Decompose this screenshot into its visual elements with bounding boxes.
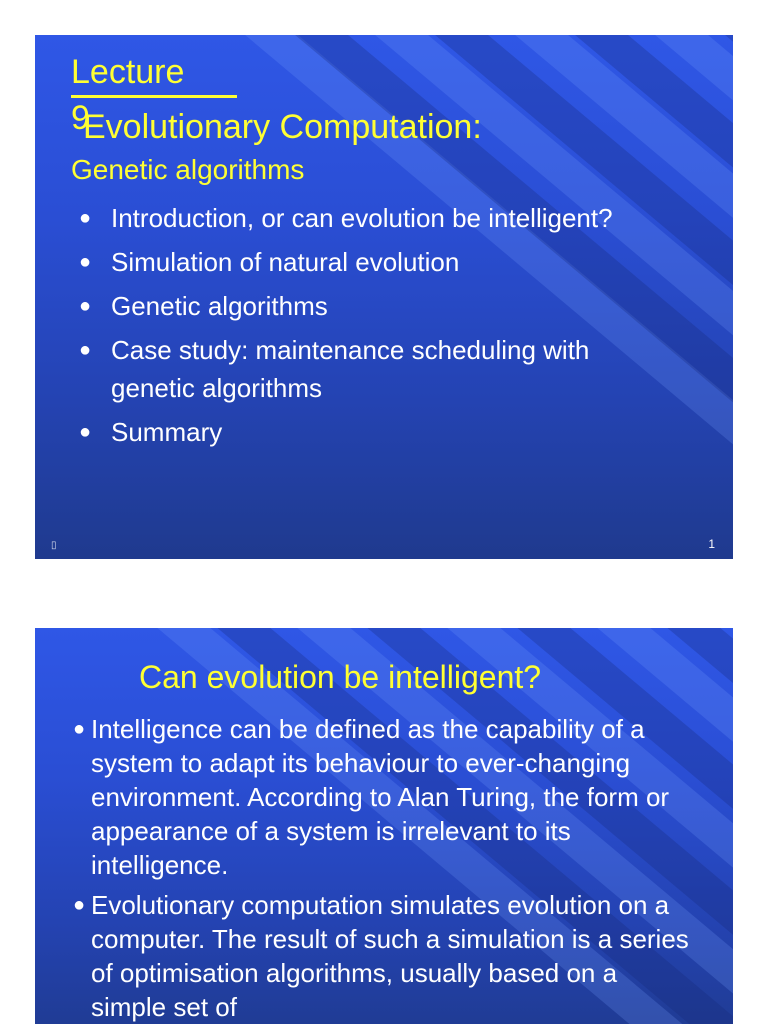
bullet-item bbox=[79, 331, 679, 407]
slide-title: Can evolution be intelligent? bbox=[139, 659, 542, 695]
bullet-icon: ● bbox=[79, 339, 92, 361]
bullet-text: Genetic algorithms bbox=[111, 291, 328, 321]
bullet-text: Case study: maintenance scheduling with genetic algorithms bbox=[111, 335, 590, 403]
bullet-icon: ● bbox=[79, 251, 92, 273]
slide-2 bbox=[35, 628, 733, 1024]
slide-subtitle: Genetic algorithms bbox=[71, 154, 305, 185]
bullet-item bbox=[79, 287, 679, 325]
bullet-icon: ● bbox=[73, 718, 86, 740]
bullet-item bbox=[73, 712, 693, 882]
bullet-icon: ● bbox=[73, 894, 86, 916]
page-number: 1 bbox=[708, 537, 715, 551]
bullet-text: Intelligence can be defined as the capability of a system to adapt its behaviour to ever-changing environment. According to Alan Turing, the form or appearance of a system is irrelevant to its intelligence. bbox=[91, 714, 670, 880]
bullet-icon: ● bbox=[79, 207, 92, 229]
bullet-list bbox=[73, 712, 693, 1024]
bullet-icon: ● bbox=[79, 295, 92, 317]
bullet-item bbox=[79, 243, 679, 281]
bullet-icon: ● bbox=[79, 421, 92, 443]
bullet-item bbox=[79, 413, 679, 451]
bullet-text: Introduction, or can evolution be intelligent? bbox=[111, 203, 613, 233]
footer-mark: ▯ bbox=[51, 540, 57, 551]
lecture-number: 9 bbox=[71, 99, 90, 137]
bullet-item bbox=[73, 888, 693, 1024]
bullet-item bbox=[79, 199, 679, 237]
bullet-list bbox=[79, 199, 679, 457]
bullet-text: Evolutionary computation simulates evolution on a computer. The result of such a simulation is a series of optimisation algorithms, usually based on a simple set of bbox=[91, 890, 689, 1022]
bullet-text: Summary bbox=[111, 417, 223, 447]
lecture-underline bbox=[71, 95, 237, 98]
slide-1 bbox=[35, 35, 733, 559]
slide-title: Evolutionary Computation: bbox=[83, 108, 482, 146]
bullet-text: Simulation of natural evolution bbox=[111, 247, 460, 277]
lecture-label: Lecture bbox=[71, 53, 185, 91]
